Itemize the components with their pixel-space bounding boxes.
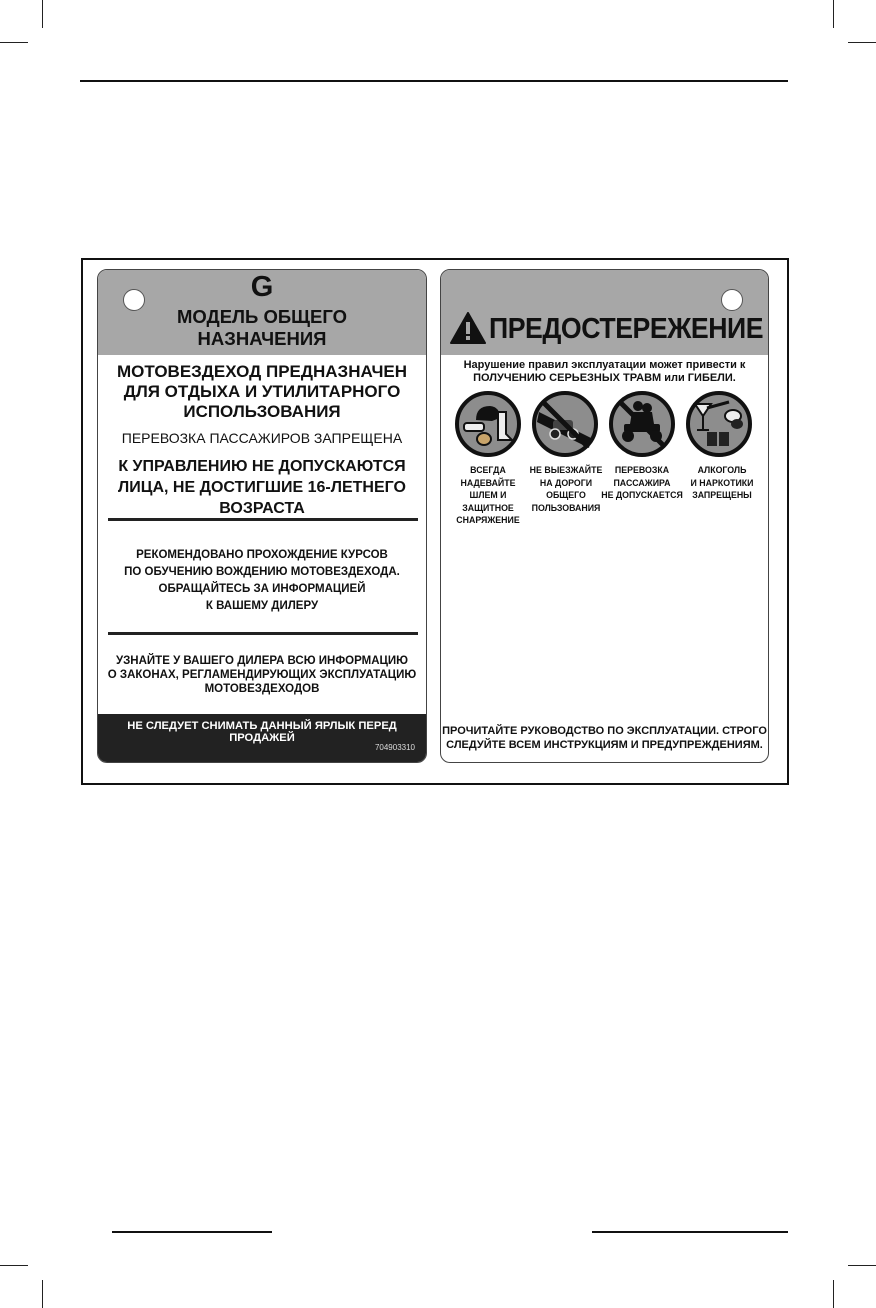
age-line: ВОЗРАСТА: [219, 500, 305, 517]
read-manual-line: ПРОЧИТАЙТЕ РУКОВОДСТВО ПО ЭКСПЛУАТАЦИИ. СТРОГО: [442, 725, 767, 737]
caption-line: ПАССАЖИРА: [613, 477, 671, 488]
icon-caption: [599, 464, 685, 502]
grade-letter: G: [250, 271, 274, 303]
intended-use-line: ИСПОЛЬЗОВАНИЯ: [183, 402, 341, 421]
caption-line: ШЛЕМ И: [469, 490, 507, 500]
icon-caption: [444, 464, 532, 527]
caption-line: ПОЛЬЗОВАНИЯ: [531, 502, 601, 513]
crop-mark: [0, 42, 28, 43]
icon-caption: [525, 464, 607, 514]
caption-line: И НАРКОТИКИ: [690, 477, 754, 488]
warning-hang-tag: [440, 269, 769, 763]
training-line: К ВАШЕМУ ДИЛЕРУ: [205, 600, 319, 612]
no-public-roads-icon: [531, 390, 599, 458]
caption-line: НА ДОРОГИ: [539, 477, 593, 488]
read-manual-line: СЛЕДУЙТЕ ВСЕМ ИНСТРУКЦИЯМ И ПРЕДУПРЕЖДЕНИЯМ.: [446, 739, 763, 751]
laws-line: О ЗАКОНАХ, РЕГЛАМЕНДИРУЮЩИХ ЭКСПЛУАТАЦИЮ: [107, 669, 417, 681]
intended-use-line: ДЛЯ ОТДЫХА И УТИЛИТАРНОГО: [123, 382, 401, 401]
intended-use-line: МОТОВЕЗДЕХОД ПРЕДНАЗНАЧЕН: [116, 362, 408, 381]
model-type-title: [98, 306, 426, 350]
footer-rule-right: [592, 1231, 788, 1233]
violation-line: Нарушение правил эксплуатации может привести к: [463, 359, 746, 371]
header-rule: [80, 80, 788, 82]
no-passenger-icon: [608, 390, 676, 458]
training-line: ОБРАЩАЙТЕСЬ ЗА ИНФОРМАЦИЕЙ: [158, 583, 366, 595]
crop-mark: [833, 1280, 834, 1308]
violation-warning-text: [441, 359, 768, 385]
divider: [108, 632, 418, 635]
warning-title: ПРЕДОСТЕРЕЖЕНИЕ: [489, 313, 764, 345]
caption-line: НЕ ДОПУСКАЕТСЯ: [601, 490, 683, 500]
hang-hole-icon: [721, 289, 743, 311]
icon-caption: [679, 464, 765, 502]
violation-line: ПОЛУЧЕНИЮ СЕРЬЕЗНЫХ ТРАВМ или ГИБЕЛИ.: [473, 372, 736, 384]
part-number: 704903310: [374, 743, 415, 752]
caption-line: ОБЩЕГО: [546, 490, 586, 500]
do-not-remove-text: НЕ СЛЕДУЕТ СНИМАТЬ ДАННЫЙ ЯРЛЫК ПЕРЕД ПРОДАЖЕЙ: [127, 720, 397, 744]
no-alcohol-drugs-icon: [685, 390, 753, 458]
intended-use-text: [98, 362, 426, 422]
model-title-line: НАЗНАЧЕНИЯ: [197, 328, 327, 349]
divider: [108, 518, 418, 521]
laws-info-text: [98, 654, 426, 696]
caption-line: ВСЕГДА: [470, 465, 506, 475]
crop-mark: [42, 1280, 43, 1308]
crop-mark: [42, 0, 43, 28]
crop-mark: [848, 42, 876, 43]
caption-line: НЕ ВЫЕЗЖАЙТЕ: [529, 465, 603, 475]
model-title-line: МОДЕЛЬ ОБЩЕГО: [176, 306, 347, 327]
tag-footer: [98, 714, 426, 762]
caption-line: АЛКОГОЛЬ: [697, 465, 747, 475]
caption-line: ЗАЩИТНОЕ: [462, 502, 514, 513]
general-purpose-hang-tag: [97, 269, 427, 763]
training-recommendation-text: [98, 547, 426, 615]
tag-header: [98, 270, 426, 355]
laws-line: МОТОВЕЗДЕХОДОВ: [204, 683, 320, 695]
hang-hole-icon: [123, 289, 145, 311]
age-restriction-text: [98, 456, 426, 519]
footer-rule-left: [112, 1231, 272, 1233]
age-line: ЛИЦА, НЕ ДОСТИГШИЕ 16-ЛЕТНЕГО: [118, 479, 406, 496]
training-line: ПО ОБУЧЕНИЮ ВОЖДЕНИЮ МОТОВЕЗДЕХОДА.: [124, 566, 400, 578]
warning-triangle-icon: [450, 312, 486, 344]
caption-line: ЗАПРЕЩЕНЫ: [692, 490, 752, 500]
safety-gear-icon: [454, 390, 522, 458]
crop-mark: [0, 1265, 28, 1266]
caption-line: НАДЕВАЙТЕ: [460, 477, 516, 488]
crop-mark: [848, 1265, 876, 1266]
laws-line: УЗНАЙТЕ У ВАШЕГО ДИЛЕРА ВСЮ ИНФОРМАЦИЮ: [115, 655, 409, 667]
read-manual-text: [441, 724, 768, 752]
crop-mark: [833, 0, 834, 28]
no-passengers-text: ПЕРЕВОЗКА ПАССАЖИРОВ ЗАПРЕЩЕНА: [121, 430, 403, 446]
tag-header: [441, 270, 768, 355]
caption-line: ПЕРЕВОЗКА: [614, 465, 670, 475]
caption-line: СНАРЯЖЕНИЕ: [456, 515, 520, 525]
training-line: РЕКОМЕНДОВАНО ПРОХОЖДЕНИЕ КУРСОВ: [136, 549, 388, 561]
age-line: К УПРАВЛЕНИЮ НЕ ДОПУСКАЮТСЯ: [118, 458, 406, 475]
